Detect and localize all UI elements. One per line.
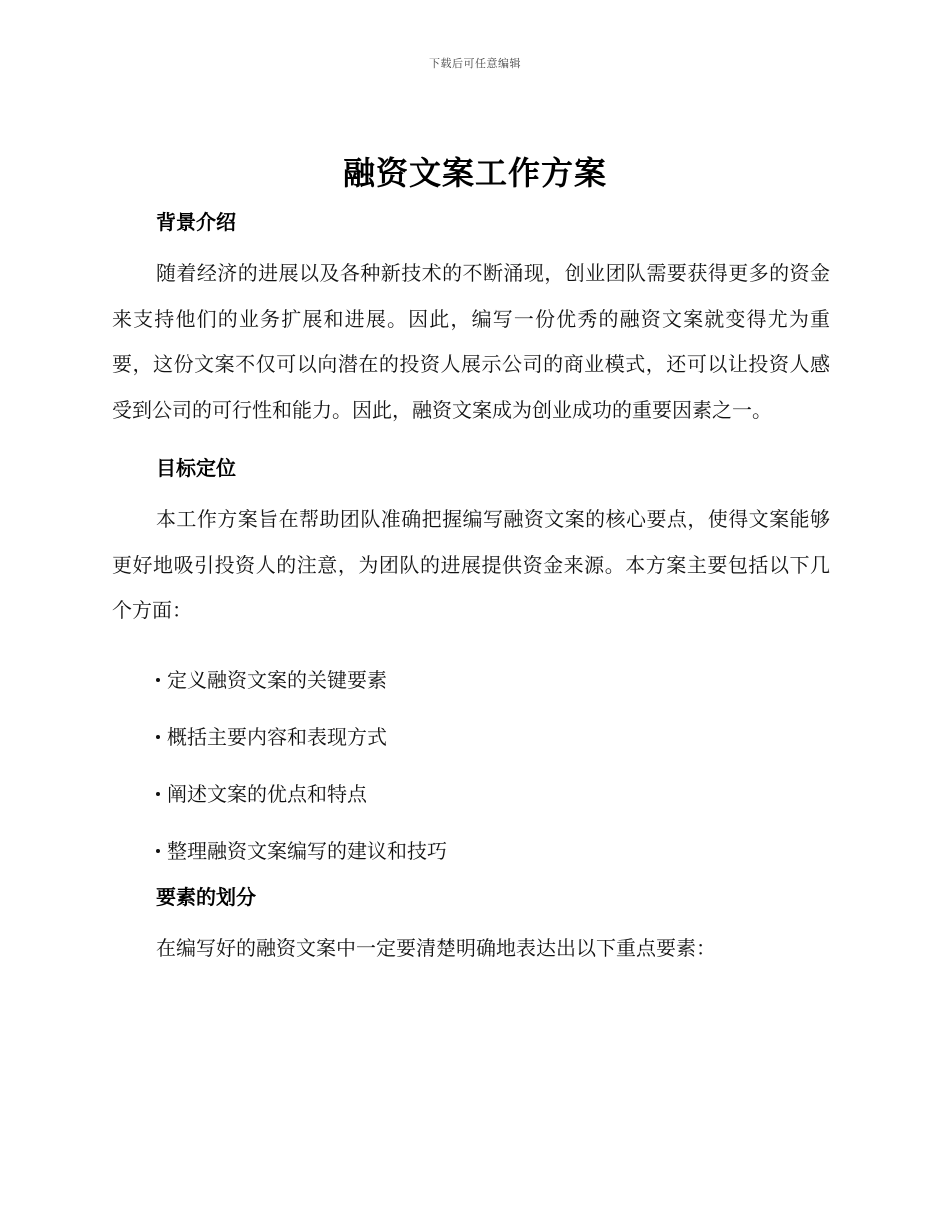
list-item-text: 定义融资文案的关键要素 — [167, 667, 387, 692]
list-item-text: 阐述文案的优点和特点 — [167, 781, 367, 806]
section-elements — [112, 880, 830, 972]
list-item — [156, 709, 830, 766]
list-item-text: 整理融资文案编写的建议和技巧 — [167, 838, 447, 863]
list-item — [156, 766, 830, 823]
list-item — [156, 652, 830, 709]
section-heading: 目标定位 — [156, 456, 236, 480]
bullet-icon — [156, 792, 160, 796]
section-background — [112, 205, 830, 433]
section-heading: 要素的划分 — [156, 884, 256, 909]
bullet-icon — [156, 849, 160, 853]
section-paragraph: 在编写好的融资文案中一定要清楚明确地表达出以下重点要素： — [156, 935, 716, 960]
section-paragraph: 本工作方案旨在帮助团队准确把握编写融资文案的核心要点，使得文案能够更好地吸引投资人的注意，为团队的进展提供资金来源。本方案主要包括以下几个方面： — [112, 507, 830, 622]
list-item — [156, 823, 830, 880]
header-note: 下载后可任意编辑 — [429, 57, 521, 70]
document-title: 融资文案工作方案 — [342, 154, 607, 192]
bullet-icon — [156, 735, 160, 739]
section-heading: 背景介绍 — [156, 210, 236, 234]
bullet-icon — [156, 678, 160, 682]
section-paragraph: 随着经济的进展以及各种新技术的不断涌现，创业团队需要获得更多的资金来支持他们的业务扩展和进展。因此，编写一份优秀的融资文案就变得尤为重要，这份文案不仅可以向潜在的投资人展示公司的商业模式，还可以让投资人感受到公司的可行性和能力。因此，融资文案成为创业成功的重要因素之一。 — [112, 261, 830, 422]
bullet-list — [156, 652, 830, 880]
list-item-text: 概括主要内容和表现方式 — [167, 724, 387, 749]
document-body — [112, 205, 830, 989]
section-goal — [112, 451, 830, 880]
